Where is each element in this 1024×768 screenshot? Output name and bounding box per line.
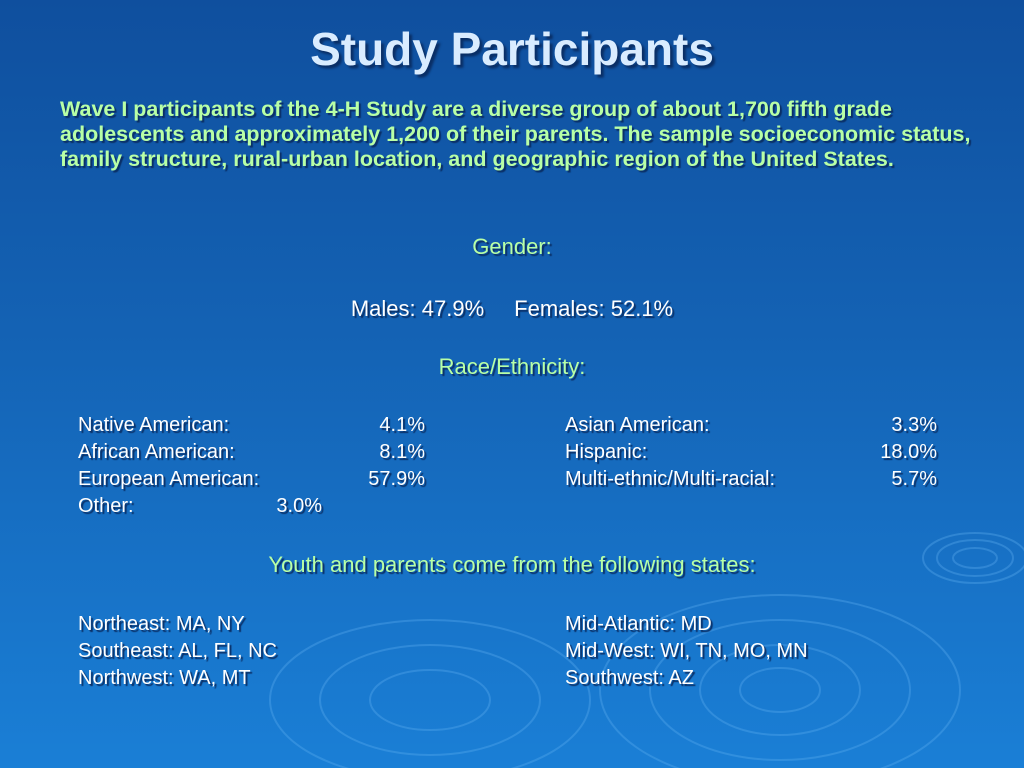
region-item: Southwest: AZ <box>565 667 694 689</box>
gender-heading: Gender: <box>472 234 552 259</box>
race-value: 57.9% <box>368 468 425 490</box>
region-item: Northwest: WA, MT <box>78 667 251 689</box>
females-value: Females: 52.1% <box>514 296 674 321</box>
race-label: Multi-ethnic/Multi-racial: <box>565 468 776 490</box>
race-label: Native American: <box>78 414 230 436</box>
race-heading: Race/Ethnicity: <box>438 354 586 379</box>
slide-title: Study Participants <box>310 23 714 75</box>
race-label: African American: <box>78 441 235 463</box>
region-item: Southeast: AL, FL, NC <box>78 640 277 662</box>
states-heading: Youth and parents come from the following states: <box>268 552 756 577</box>
gender-values <box>0 296 1024 322</box>
region-item: Mid-West: WI, TN, MO, MN <box>565 640 808 662</box>
race-value: 5.7% <box>891 468 937 490</box>
males-value: Males: 47.9% <box>350 296 485 321</box>
race-label: Other: <box>78 495 134 517</box>
race-label: Hispanic: <box>565 441 648 463</box>
race-value: 3.0% <box>276 495 322 517</box>
race-label: Asian American: <box>565 414 710 436</box>
region-item: Mid-Atlantic: MD <box>565 613 712 635</box>
race-label: European American: <box>78 468 260 490</box>
region-item: Northeast: MA, NY <box>78 613 245 635</box>
race-value: 8.1% <box>379 441 425 463</box>
intro-paragraph: Wave I participants of the 4-H Study are a diverse group of about 1,700 fifth grade adolescents and approximately 1,200 of their parents. The sample socioeconomic status, family structure, rural-urban location, and geographic region of the United States. <box>60 97 971 171</box>
race-value: 4.1% <box>379 414 425 436</box>
race-value: 18.0% <box>880 441 937 463</box>
race-value: 3.3% <box>891 414 937 436</box>
